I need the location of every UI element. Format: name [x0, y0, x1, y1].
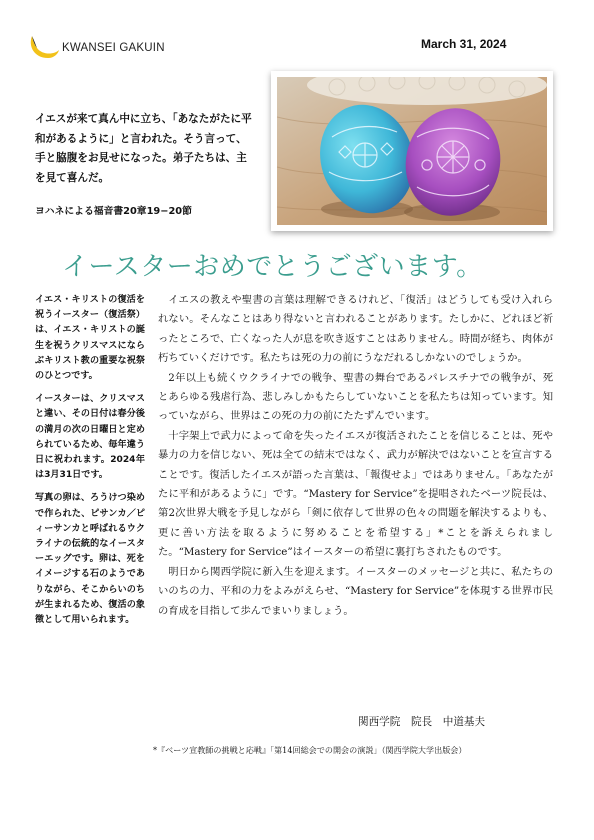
footnote: *『ベーツ宣教師の挑戦と応戦』「第14回総会での開会の演説」（関西学院大学出版会）: [153, 745, 467, 755]
logo-text: KWANSEI GAKUIN: [62, 42, 165, 54]
easter-greeting-headline: イースターおめでとうございます。: [62, 252, 483, 282]
scripture-reference: ヨハネによる福音書20章19−20節: [35, 206, 192, 217]
sidebar-paragraph: 写真の卵は、ろうけつ染めで作られた、ピサンカ／ピィーサンカと呼ばれるウクライナの伝統的なイースターエッグです。卵は、死をイメージする石のようでありながら、そこからいのちが生まれるため、復活の象徴として用いられます。: [35, 493, 145, 626]
easter-eggs-photo: [271, 71, 553, 231]
crescent-moon-icon: [26, 30, 60, 62]
signature: 関西学院 院長 中道基夫: [358, 716, 486, 728]
publication-date: March 31, 2024: [421, 37, 507, 51]
main-paragraph: 明日から関西学院に新入生を迎えます。イースターのメッセージと共に、私たちのいのちの力、平和の力をよみがえらせ、“Mastery for Service”を体現する世界市民の育成を目指して歩んでまいりましょう。: [158, 565, 553, 617]
sidebar-paragraph: イースターは、クリスマスと違い、その日付は春分後の満月の次の日曜日と定められているため、毎年違う日に祝われます。2024年は3月31日です。: [35, 394, 145, 481]
easter-eggs-image: [277, 77, 547, 225]
scripture-quote: イエスが来て真ん中に立ち、「あなたがたに平和があるように」と言われた。そう言って、手と脇腹をお見せになった。弟子たちは、主を見て喜んだ。: [35, 113, 252, 184]
kwansei-gakuin-logo: [26, 30, 196, 64]
main-message: [158, 291, 553, 621]
main-paragraph: 十字架上で武力によって命を失ったイエスが復活されたことを信じることは、死や暴力の力を信じない、死は全ての結末ではなく、武力が解決ではないことを宣言することです。復活したイエスが語った言葉は、「報復せよ」ではありません。「あなたがたに平和があるように」です。“Mastery for Service”を提唱されたベーツ院長は、第2次世界大戦を予見しながら「剣に依存して世界の色々の問題を解決するよりも、更に善い方法を取るように努めることを希望する」*ことを訴えられました。“Mastery for Service”はイースターの希望に裏打ちされたものです。: [158, 429, 553, 559]
sidebar-paragraph: イエス・キリストの復活を祝うイースター（復活祭）は、イエス・キリストの誕生を祝うクリスマスにならぶキリスト教の重要な祝祭のひとつです。: [35, 295, 145, 382]
sidebar-column: [35, 293, 145, 636]
main-paragraph: イエスの教えや聖書の言葉は理解できるけれど、「復活」はどうしても受け入れられない。そんなことはあり得ないと言われることがあります。たしかに、どれほど祈ったところで、亡くなった人が息を吹き返すことはありません。時間が経ち、肉体が朽ちていくだけです。私たちは死の力の前にうなだれるしかないのでしょうか。: [158, 294, 553, 365]
main-paragraph: 2年以上も続くウクライナでの戦争、聖書の舞台であるパレスチナでの戦争が、死とあらゆる残虐行為、悲しみしかもたらしていないことを私たちは知っています。知っていながら、世界はこの死の力の前にたたずんでいます。: [158, 371, 553, 423]
